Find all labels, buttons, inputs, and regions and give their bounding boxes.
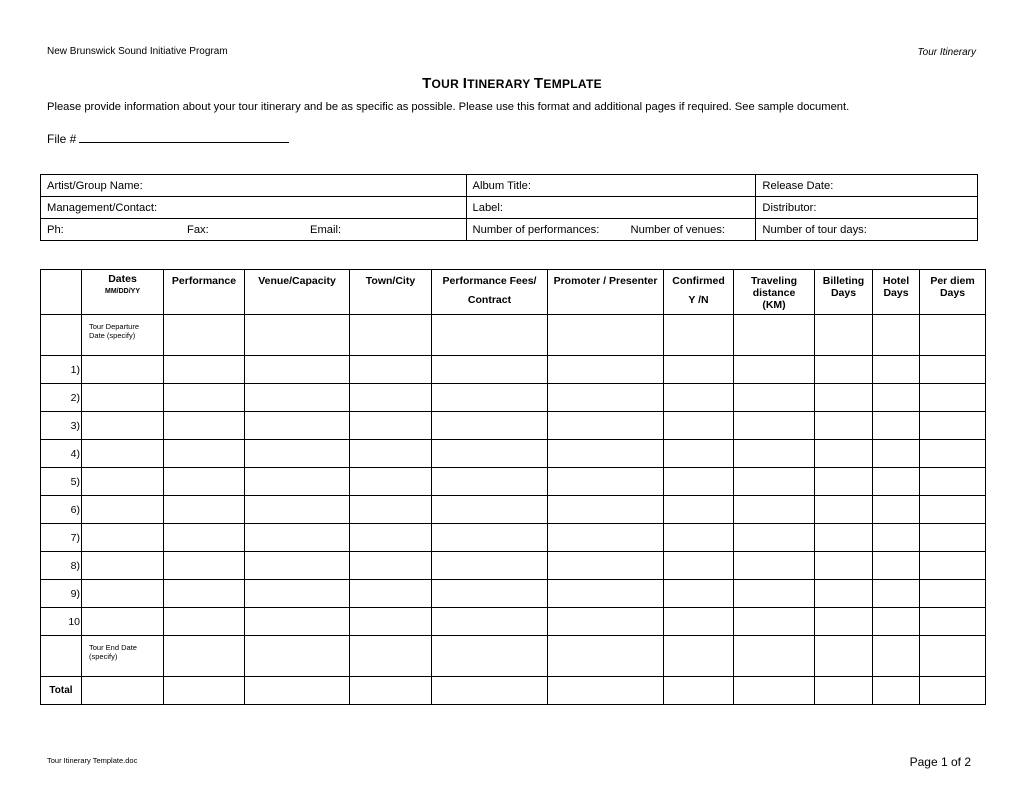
counts-row[interactable] <box>466 219 756 241</box>
town-header: Town/City <box>350 270 432 315</box>
confirmed-header: Confirmed Y /N <box>664 270 734 315</box>
file-number-label: File # <box>47 132 77 146</box>
tour-days-field[interactable]: Number of tour days: <box>756 219 978 241</box>
fax-label: Fax: <box>187 223 209 236</box>
tour-info-table <box>40 174 978 241</box>
distributor-field[interactable]: Distributor: <box>756 197 978 219</box>
hotel-header: Hotel Days <box>873 270 920 315</box>
row-number: 2) <box>41 384 82 412</box>
intro-text: Please provide information about your tour itinerary and be as specific as possible. Please use this format and additional pages if required. See sample document. <box>47 101 850 113</box>
footer-filename: Tour Itinerary Template.doc <box>47 756 138 765</box>
file-number-line[interactable] <box>79 130 289 143</box>
fees-header: Performance Fees/ Contract <box>432 270 548 315</box>
table-row <box>41 552 986 580</box>
label-field[interactable]: Label: <box>466 197 756 219</box>
phone-label: Ph: <box>47 223 64 236</box>
end-date-row <box>41 636 986 677</box>
row-number: 8) <box>41 552 82 580</box>
contact-row[interactable] <box>41 219 467 241</box>
table-row <box>41 440 986 468</box>
management-field[interactable]: Management/Contact: <box>41 197 467 219</box>
departure-row <box>41 315 986 356</box>
row-number: 5) <box>41 468 82 496</box>
album-field[interactable]: Album Title: <box>466 175 756 197</box>
file-number-field[interactable] <box>47 130 289 146</box>
table-row <box>41 412 986 440</box>
table-row <box>41 580 986 608</box>
row-number: 3) <box>41 412 82 440</box>
row-number: 10 <box>41 608 82 636</box>
page-number: Page 1 of 2 <box>909 755 971 769</box>
table-row <box>41 468 986 496</box>
table-row <box>41 524 986 552</box>
departure-date-cell[interactable]: Tour Departure Date (specify) <box>82 315 164 356</box>
promoter-header: Promoter / Presenter <box>548 270 664 315</box>
row-number: 7) <box>41 524 82 552</box>
artist-field[interactable]: Artist/Group Name: <box>41 175 467 197</box>
per-diem-header: Per diem Days <box>920 270 986 315</box>
itinerary-table <box>40 269 986 705</box>
release-date-field[interactable]: Release Date: <box>756 175 978 197</box>
row-index-header <box>41 270 82 315</box>
venue-header: Venue/Capacity <box>245 270 350 315</box>
row-number: 4) <box>41 440 82 468</box>
venues-count-label: Number of venues: <box>630 223 726 236</box>
email-label: Email: <box>310 223 342 236</box>
dates-header: Dates MM/DD/YY <box>82 270 164 315</box>
travel-distance-header: Traveling distance (KM) <box>734 270 815 315</box>
performances-count-label: Number of performances: <box>472 223 600 236</box>
table-row <box>41 384 986 412</box>
total-row <box>41 677 986 705</box>
row-number: 6) <box>41 496 82 524</box>
program-name: New Brunswick Sound Initiative Program <box>47 46 228 57</box>
performance-header: Performance <box>164 270 245 315</box>
table-row <box>41 356 986 384</box>
row-number: 1) <box>41 356 82 384</box>
table-row <box>41 608 986 636</box>
document-label: Tour Itinerary <box>917 47 976 58</box>
page-title: TOUR ITINERARY TEMPLATE <box>422 75 602 92</box>
row-number: 9) <box>41 580 82 608</box>
billeting-header: Billeting Days <box>815 270 873 315</box>
end-date-cell[interactable]: Tour End Date (specify) <box>82 636 164 677</box>
total-label: Total <box>41 677 82 705</box>
table-row <box>41 496 986 524</box>
